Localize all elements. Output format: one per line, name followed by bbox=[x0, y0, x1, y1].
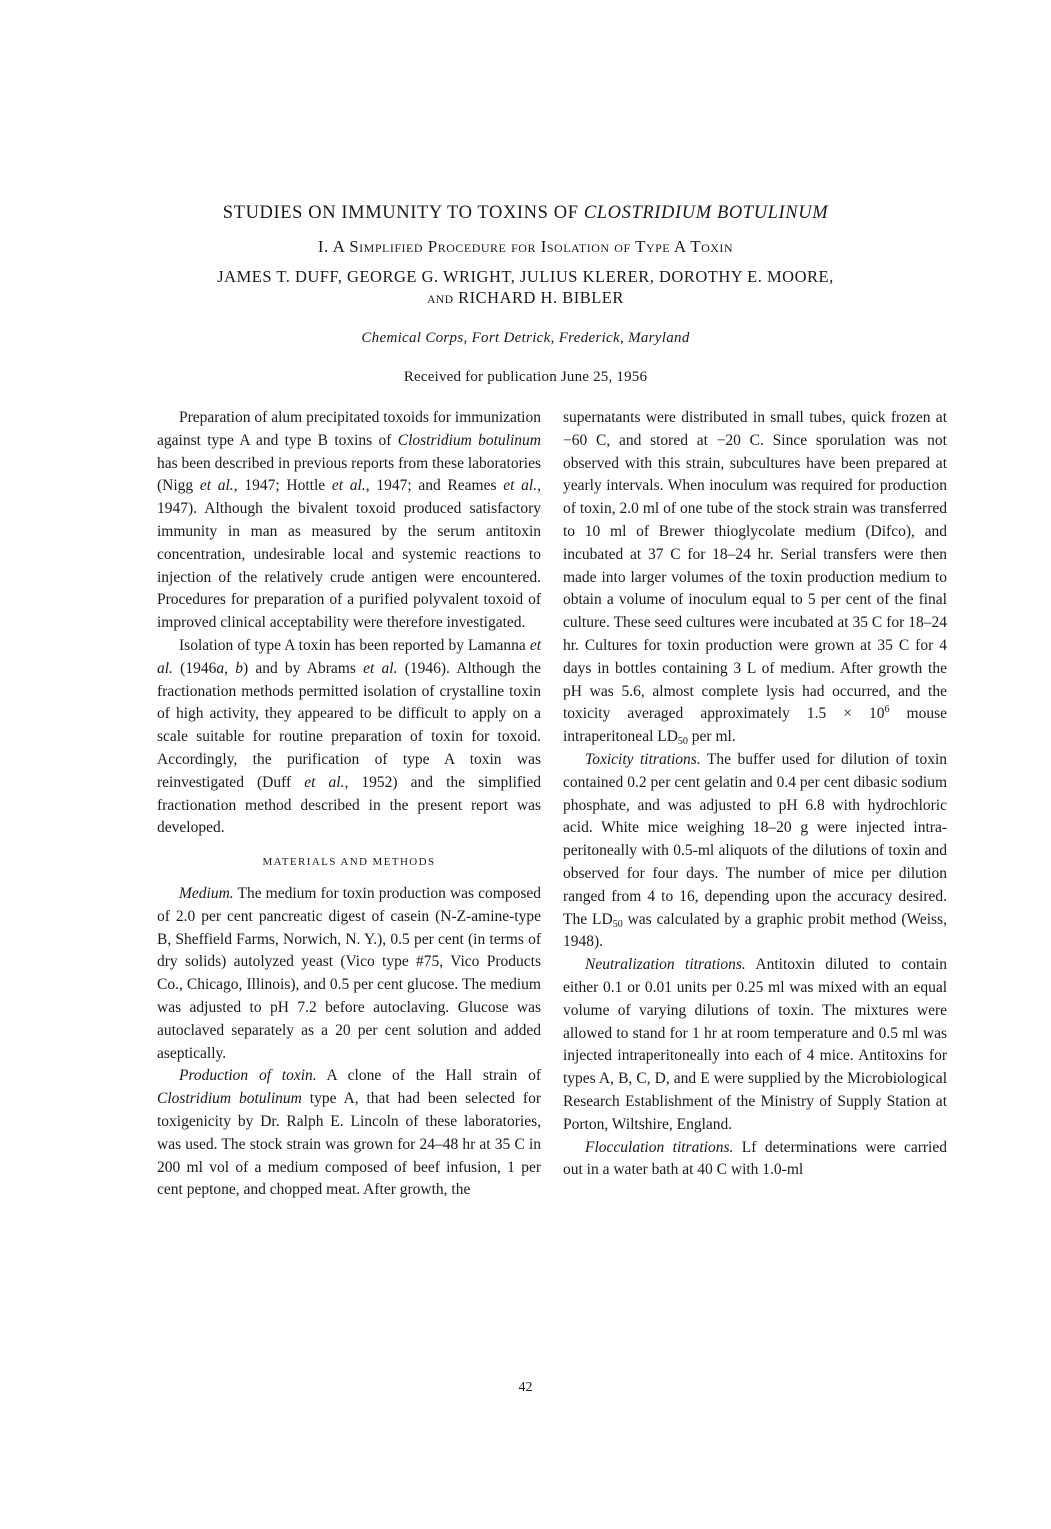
paragraph-intro: Preparation of alum precipitated toxoids for immunization against type A and type B toxins of Clostridium botulinum has been described in previous reports from these laboratories (Nigg et al., 1947; Hottle et al., 1947; and Reames et al., 1947). Although the bivalent toxoid produced satisfactory immunity in man as measured by the serum antitoxin concentration, undesirable local and systemic reactions to injection of the relatively crude antigen were encountered. Procedures for preparation of a purified polyvalent toxoid of improved clinical acceptability were therefore investigated. bbox=[157, 409, 541, 632]
run-in-heading: Toxicity titrations. bbox=[585, 750, 701, 768]
title-organism: CLOSTRIDIUM BOTULINUM bbox=[583, 203, 829, 223]
authors-last: RICHARD H. BIBLER bbox=[458, 288, 624, 307]
article-subtitle: I. A Simplified Procedure for Isolation of Type A Toxin bbox=[317, 237, 734, 256]
right-column bbox=[563, 407, 947, 1182]
paragraph-flocculation: Flocculation titrations. Lf determinations were carried out in a water bath at 40 C with 1.0-ml bbox=[563, 1138, 947, 1179]
paragraph-production-continued: supernatants were distributed in small tubes, quick frozen at −60 C, and stored at −20 C. Since sporulation was not observed with this strain, subcultures have been prepared at yearly intervals. When inoculum was required for production of toxin, 2.0 ml of one tube of the stock strain was transferred to 10 ml of Brewer thioglycolate medium (Difco), and incubated at 37 C for 18–24 hr. Serial transfers were then made into larger volumes of the toxin production medium to obtain a volume of inoculum equal to 5 per cent of the final culture. These seed cultures were incubated at 35 C for 18–24 hr. Cultures for toxin production were grown at 35 C for 4 days in bottles containing 3 L of medium. After growth the pH was 5.6, almost complete lysis had occurred, and the toxicity averaged approximately $1.5 \times 10^6$ mouse intraperitoneal $LD_{50}$ per ml. bbox=[563, 409, 947, 748]
paragraph-isolation: Isolation of type A toxin has been reported by Lamanna et al. (1946a, b) and by Abrams et al. (1946). Although the fractionation methods permitted isolation of crystalline toxin of high activity, they appeared to be difficult to apply on a scale suitable for routine preparation of toxin for toxoid. Accordingly, the purification of type A toxin was reinvestigated (Duff et al., 1952) and the simplified fractionation method described in the present report was developed. bbox=[157, 636, 541, 837]
article-title bbox=[0, 203, 1051, 224]
paragraph-toxicity: Toxicity titrations. The buffer used for dilution of toxin contained 0.2 per cent gelatin and 0.4 per cent dibasic sodium phosphate, and was adjusted to pH 6.8 with hydrochloric acid. White mice weighing 18–20 g were injected intraperitoneally with 0.5-ml aliquots of the dilutions of toxin and observed for four days. The number of mice per dilution ranged from 4 to 16, depending upon the accuracy desired. The $LD_{50}$ was calculated by a graphic probit method (Weiss, 1948). bbox=[563, 750, 947, 951]
author-list bbox=[0, 266, 1051, 311]
paragraph-medium: Medium. The medium for toxin production was composed of 2.0 per cent pancreatic digest of casein (N-Z-amine-type B, Sheffield Farms, Norwich, N. Y.), 0.5 per cent (in terms of dry solids) autolyzed yeast (Vico type #75, Vico Products Co., Chicago, Illinois), and 0.5 per cent glucose. The medium was adjusted to pH 7.2 before autoclaving. Glucose was autoclaved separately as a 20 per cent solution and added aseptically. bbox=[157, 884, 541, 1062]
left-column bbox=[157, 407, 541, 1202]
received-date: Received for publication June 25, 1956 bbox=[403, 369, 648, 385]
authors-line-2 bbox=[0, 287, 1051, 311]
run-in-heading: Flocculation titrations. bbox=[585, 1138, 734, 1156]
paragraph-neutralization: Neutralization titrations. Antitoxin diluted to contain either 0.1 or 0.01 units per 0.25 ml was mixed with an equal volume of varying dilutions of toxin. The mixtures were allowed to stand for 1 hr at room temperature and 0.5 ml was injected intraperitoneally into each of 4 mice. Antitoxins for types A, B, C, D, and E were supplied by the Microbiological Research Establishment of the Ministry of Supply Station at Porton, Wiltshire, England. bbox=[563, 956, 947, 1133]
section-heading-methods: MATERIALS AND METHODS bbox=[262, 856, 436, 869]
page-number: 42 bbox=[518, 1380, 533, 1395]
authors-line-1: JAMES T. DUFF, GEORGE G. WRIGHT, JULIUS KLERER, DOROTHY E. MOORE, bbox=[217, 267, 834, 286]
title-main: STUDIES ON IMMUNITY TO TOXINS OF bbox=[222, 203, 584, 223]
authors-and: AND bbox=[427, 294, 454, 306]
affiliation: Chemical Corps, Fort Detrick, Frederick, Maryland bbox=[361, 330, 690, 346]
run-in-heading: Medium. bbox=[179, 884, 234, 902]
paragraph-production: Production of toxin. A clone of the Hall strain of Clostridium botulinum type A, that had been selected for toxigenicity by Dr. Ralph E. Lincoln of these laboratories, was used. The stock strain was grown for 24–48 hr at 35 C in 200 ml vol of a medium composed of beef infusion, 1 per cent peptone, and chopped meat. After growth, the bbox=[157, 1067, 541, 1199]
run-in-heading: Neutralization titrations. bbox=[585, 956, 746, 974]
run-in-heading: Production of toxin. bbox=[179, 1067, 317, 1085]
